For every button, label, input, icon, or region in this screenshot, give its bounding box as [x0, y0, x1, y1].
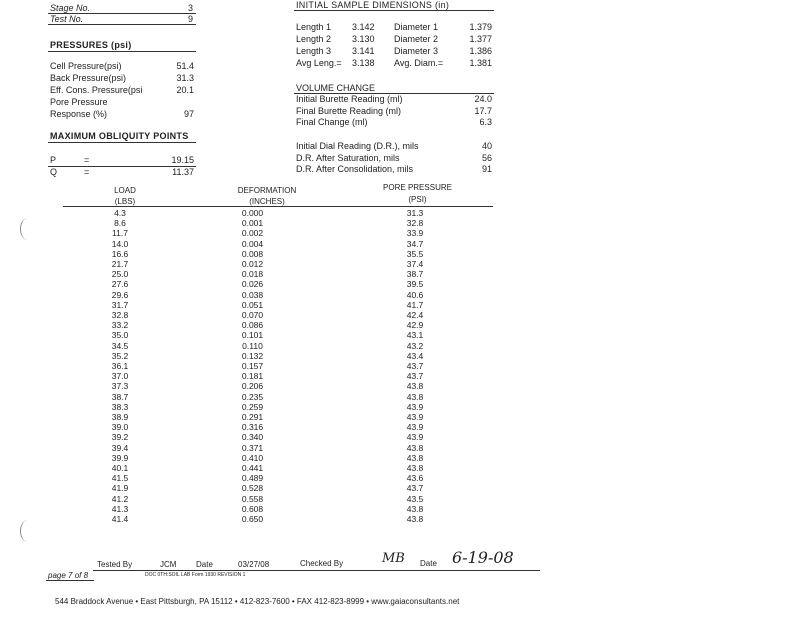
- table-row: [75, 239, 490, 249]
- deformation-cell: 0.558: [241, 493, 264, 504]
- load-cell: 31.7: [111, 299, 129, 310]
- obliquity-value: 11.37: [172, 167, 194, 177]
- load-cell: 25.0: [111, 269, 129, 280]
- table-row: [75, 422, 490, 432]
- sample-length-value: 3.138: [352, 58, 375, 68]
- deformation-cell: 0.371: [241, 442, 264, 453]
- pressure-label: Cell Pressure(psi): [50, 61, 122, 71]
- load-cell: 41.9: [111, 483, 129, 494]
- test-label: Test No.: [50, 14, 84, 24]
- table-row: [75, 310, 490, 320]
- deformation-cell: 0.001: [241, 218, 264, 229]
- divider: [294, 10, 494, 11]
- pore-pressure-cell: 43.6: [406, 473, 424, 484]
- deformation-cell: 0.410: [241, 452, 264, 463]
- table-row: [75, 300, 490, 310]
- table-row: [75, 453, 490, 463]
- deformation-cell: 0.157: [241, 361, 264, 372]
- load-cell: 27.6: [111, 279, 129, 290]
- sample-length-value: 3.130: [352, 34, 375, 44]
- deformation-cell: 0.002: [241, 228, 264, 239]
- table-row: [75, 494, 490, 504]
- table-row: [75, 269, 490, 279]
- pore-pressure-cell: 43.8: [406, 391, 424, 402]
- form-reference: DOC 0TH:SOIL LAB Form 1930 REVISION 1: [145, 572, 246, 578]
- pore-pressure-cell: 43.8: [406, 514, 424, 525]
- sample-diameter-value: 1.386: [469, 46, 492, 56]
- load-cell: 37.3: [111, 381, 129, 392]
- pressure-value: 20.1: [176, 85, 194, 95]
- deformation-cell: 0.004: [241, 238, 264, 249]
- checked-by-label: Checked By: [300, 559, 344, 568]
- company-address: 544 Braddock Avenue • East Pittsburgh, PA 15112 • 412-823-7600 • FAX 412-823-8999 • www.gaiaconsultants.net: [55, 597, 460, 606]
- volume-label: Final Change (ml): [296, 117, 368, 127]
- pore-pressure-cell: 43.5: [406, 493, 424, 504]
- table-row: [75, 259, 490, 269]
- volume-title: VOLUME CHANGE: [296, 83, 376, 93]
- date-label: Date: [196, 560, 213, 569]
- deformation-cell: 0.206: [241, 381, 264, 392]
- deformation-cell: 0.070: [241, 310, 264, 321]
- deformation-cell: 0.528: [241, 483, 264, 494]
- sample-diameter-label: Diameter 1: [394, 22, 439, 32]
- date2-label: Date: [420, 559, 437, 568]
- pressure-value: 51.4: [176, 61, 194, 71]
- deformation-cell: 0.000: [241, 208, 264, 218]
- sample-diameter-label: Avg. Diam.=: [394, 58, 444, 68]
- pore-pressure-cell: 39.5: [406, 279, 424, 290]
- dial-label: Initial Dial Reading (D.R.), mils: [296, 141, 419, 151]
- load-cell: 35.0: [111, 330, 129, 341]
- table-row: [75, 412, 490, 422]
- dial-value: 56: [481, 152, 492, 163]
- deformation-header-2: (INCHES): [249, 197, 285, 206]
- sample-length-value: 3.142: [352, 22, 375, 32]
- deformation-cell: 0.608: [241, 503, 264, 514]
- pore-pressure-cell: 43.9: [406, 412, 424, 423]
- obliquity-equals: =: [84, 167, 90, 177]
- sample-title: INITIAL SAMPLE DIMENSIONS (in): [296, 0, 450, 10]
- dial-label: D.R. After Consolidation, mils: [296, 164, 414, 174]
- divider: [46, 580, 94, 581]
- table-row: [75, 320, 490, 330]
- load-cell: 38.7: [111, 391, 129, 402]
- deformation-cell: 0.038: [241, 289, 264, 300]
- volume-label: Final Burette Reading (ml): [296, 105, 402, 116]
- load-cell: 39.0: [111, 422, 129, 433]
- date-value: 03/27/08: [238, 560, 270, 569]
- pore-pressure-cell: 43.8: [406, 463, 424, 474]
- load-cell: 33.2: [111, 320, 129, 331]
- pore-pressure-cell: 34.7: [406, 238, 424, 249]
- dial-value: 91: [481, 164, 492, 174]
- stage-value: 3: [188, 3, 194, 13]
- load-cell: 37.0: [111, 371, 129, 382]
- load-cell: 29.6: [111, 289, 129, 300]
- load-cell: 38.9: [111, 412, 129, 423]
- divider: [63, 206, 493, 207]
- sample-length-label: Length 2: [296, 34, 332, 44]
- volume-label: Initial Burette Reading (ml): [296, 94, 403, 104]
- table-row: [75, 463, 490, 473]
- deformation-cell: 0.235: [241, 391, 264, 402]
- pore-pressure-cell: 37.4: [406, 259, 424, 270]
- sample-diameter-value: 1.377: [469, 34, 492, 44]
- deformation-cell: 0.291: [241, 412, 264, 423]
- table-row: [75, 279, 490, 289]
- deformation-cell: 0.008: [241, 248, 264, 259]
- load-cell: 41.3: [111, 503, 129, 514]
- table-row: [75, 473, 490, 483]
- table-row: [75, 249, 490, 259]
- load-cell: 4.3: [114, 208, 126, 218]
- test-value: 9: [188, 14, 194, 24]
- pore-pressure-cell: 43.7: [406, 361, 424, 372]
- table-row: [75, 402, 490, 412]
- deformation-cell: 0.101: [241, 330, 264, 341]
- pore-pressure-cell: 43.7: [406, 483, 424, 494]
- pore-header-1: PORE PRESSURE: [383, 183, 452, 192]
- sample-diameter-label: Diameter 3: [394, 46, 439, 56]
- pressure-label: Back Pressure(psi): [50, 73, 127, 83]
- volume-value: 6.3: [479, 117, 492, 127]
- table-row: [75, 290, 490, 300]
- load-cell: 38.3: [111, 401, 129, 412]
- table-row: [75, 381, 490, 391]
- table-row: [75, 218, 490, 228]
- sample-diameter-label: Diameter 2: [394, 34, 439, 44]
- load-cell: 40.1: [111, 463, 129, 474]
- date2-handwritten: 6-19-08: [452, 548, 514, 567]
- binder-hole: [20, 218, 35, 240]
- load-cell: 34.5: [111, 340, 129, 351]
- load-cell: 39.2: [111, 432, 129, 443]
- load-cell: 41.2: [111, 493, 129, 504]
- pressure-value: 97: [183, 109, 194, 119]
- table-row: [75, 351, 490, 361]
- pressure-value: 31.3: [176, 73, 194, 83]
- pore-pressure-cell: 43.8: [406, 442, 424, 453]
- sample-length-label: Avg Leng.=: [296, 58, 342, 68]
- pressure-label: Eff. Cons. Pressure(psi: [50, 85, 143, 95]
- deformation-cell: 0.012: [241, 259, 264, 270]
- deformation-cell: 0.441: [241, 463, 264, 474]
- pore-pressure-cell: 31.3: [406, 208, 424, 218]
- deformation-cell: 0.259: [241, 401, 264, 412]
- deformation-cell: 0.018: [241, 269, 264, 280]
- deformation-cell: 0.489: [241, 473, 264, 484]
- pore-pressure-cell: 33.9: [406, 228, 424, 239]
- pore-pressure-cell: 32.8: [406, 218, 424, 229]
- pressure-label: Response (%): [50, 109, 108, 119]
- volume-value: 24.0: [474, 94, 492, 104]
- pore-pressure-cell: 38.7: [406, 269, 424, 280]
- table-row: [75, 208, 490, 218]
- load-cell: 14.0: [111, 238, 129, 249]
- table-row: [75, 392, 490, 402]
- sample-diameter-value: 1.381: [469, 58, 492, 68]
- load-cell: 39.9: [111, 452, 129, 463]
- table-row: [75, 443, 490, 453]
- load-cell: 16.6: [111, 248, 129, 259]
- deformation-cell: 0.340: [241, 432, 264, 443]
- deformation-cell: 0.026: [241, 279, 264, 290]
- table-row: [75, 341, 490, 351]
- test-data-table: [75, 208, 490, 524]
- pore-pressure-cell: 41.7: [406, 299, 424, 310]
- dial-value: 40: [481, 141, 492, 151]
- divider: [48, 24, 196, 25]
- obliquity-value: 19.15: [171, 155, 194, 165]
- deformation-cell: 0.181: [241, 371, 264, 382]
- pore-pressure-cell: 43.2: [406, 340, 424, 351]
- load-cell: 21.7: [111, 259, 129, 270]
- deformation-header-1: DEFORMATION: [237, 186, 297, 195]
- divider: [48, 51, 196, 52]
- obliquity-equals: =: [84, 155, 90, 165]
- load-cell: 35.2: [111, 350, 129, 361]
- pore-pressure-cell: 43.9: [406, 422, 424, 433]
- pore-pressure-cell: 43.8: [406, 503, 424, 514]
- sample-length-value: 3.141: [352, 46, 375, 56]
- pore-pressure-cell: 43.7: [406, 371, 424, 382]
- deformation-cell: 0.051: [241, 299, 264, 310]
- load-header-2: (LBS): [114, 197, 136, 206]
- binder-hole: [20, 520, 35, 542]
- deformation-cell: 0.110: [242, 340, 263, 351]
- sample-length-label: Length 1: [296, 22, 332, 32]
- deformation-cell: 0.132: [241, 350, 264, 361]
- pore-pressure-cell: 43.9: [406, 432, 424, 443]
- pore-pressure-cell: 43.8: [406, 452, 424, 463]
- divider: [48, 142, 196, 143]
- load-cell: 41.5: [111, 473, 129, 484]
- load-cell: 41.4: [111, 514, 129, 525]
- pressure-label: Pore Pressure: [50, 97, 108, 107]
- pore-pressure-cell: 42.9: [406, 320, 424, 331]
- table-row: [75, 228, 490, 238]
- table-row: [75, 514, 490, 524]
- table-row: [75, 432, 490, 442]
- stage-label: Stage No.: [50, 3, 91, 13]
- obliquity-label: Q: [50, 167, 58, 177]
- pore-pressure-cell: 35.5: [406, 248, 424, 259]
- pore-pressure-cell: 42.4: [406, 310, 424, 321]
- load-cell: 36.1: [111, 361, 129, 372]
- obliquity-title: MAXIMUM OBLIQUITY POINTS: [50, 131, 189, 141]
- load-cell: 11.7: [112, 228, 128, 239]
- checked-by-signature: MB: [382, 551, 405, 566]
- load-cell: 39.4: [111, 442, 129, 453]
- volume-value: 17.7: [474, 105, 492, 116]
- divider: [48, 166, 196, 167]
- page-number: page 7 of 8: [48, 571, 89, 580]
- tested-by-value: JCM: [160, 560, 177, 569]
- table-row: [75, 361, 490, 371]
- signature-line: [93, 570, 540, 571]
- tested-by-label: Tested By: [97, 560, 133, 569]
- obliquity-label: P: [50, 155, 57, 165]
- deformation-cell: 0.086: [241, 320, 264, 331]
- load-cell: 8.6: [114, 218, 126, 229]
- pore-pressure-cell: 43.8: [406, 381, 424, 392]
- pore-pressure-cell: 43.4: [406, 350, 424, 361]
- pressures-title: PRESSURES (psi): [50, 40, 132, 50]
- load-cell: 32.8: [111, 310, 129, 321]
- pore-header-2: (PSI): [408, 195, 427, 204]
- load-header-1: LOAD: [114, 186, 136, 195]
- dial-label: D.R. After Saturation, mils: [296, 152, 400, 163]
- sample-diameter-value: 1.379: [469, 22, 492, 32]
- pore-pressure-cell: 43.9: [406, 401, 424, 412]
- table-row: [75, 371, 490, 381]
- deformation-cell: 0.650: [241, 514, 264, 525]
- sample-length-label: Length 3: [296, 46, 332, 56]
- deformation-cell: 0.316: [241, 422, 264, 433]
- table-row: [75, 504, 490, 514]
- pore-pressure-cell: 40.6: [406, 289, 424, 300]
- pore-pressure-cell: 43.1: [406, 330, 424, 341]
- table-row: [75, 483, 490, 493]
- table-row: [75, 330, 490, 340]
